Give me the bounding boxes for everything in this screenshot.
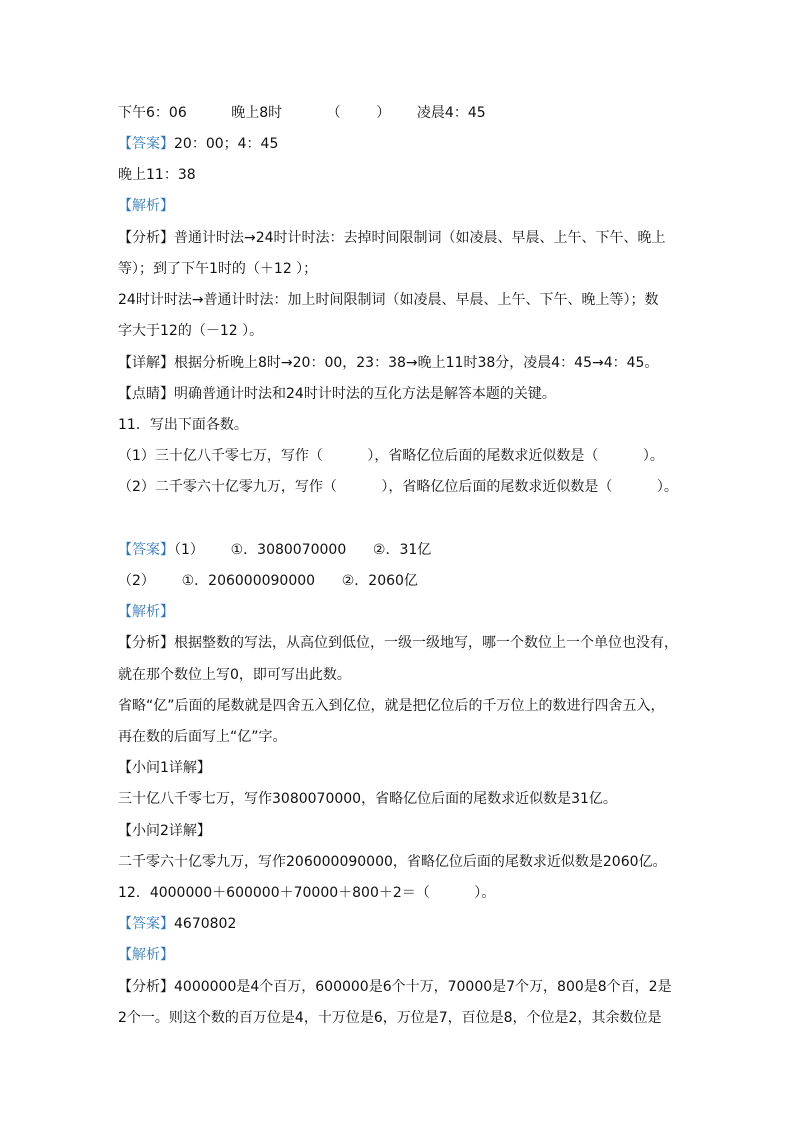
q11-sub1-detail: 三十亿八千零七万，写作3080070000，省略亿位后面的尾数求近似数是31亿。 — [118, 791, 617, 807]
q10-analysis-line: 等）；到了下午1时的（＋12 ）； — [118, 261, 318, 277]
q11-sub1-heading: 【小问1详解】 — [118, 760, 211, 776]
q11-sub2-heading: 【小问2详解】 — [118, 823, 211, 839]
answer-tag: 【答案】 — [118, 916, 174, 932]
q11-analysis-line: 就在那个数位上写0，即可写出此数。 — [118, 667, 351, 683]
q10-analysis-tag — [118, 197, 174, 215]
q12-analysis-tag — [118, 946, 174, 964]
q11-answer: 【答案】（1） ①．3080070000 ②．31亿 — [118, 542, 432, 558]
answer-tag: 【答案】 — [118, 136, 174, 152]
q10-options: 下午6：06 晚上8时 （ ） 凌晨4：45 — [118, 105, 486, 121]
q12-analysis-line: 【分析】4000000是4个百万，600000是6个十万，70000是7个万，800是8个百，2是 — [118, 979, 672, 995]
analysis-tag: 【解析】 — [118, 198, 174, 214]
q12-answer: 【答案】4670802 — [118, 916, 237, 932]
q12-analysis-line: 2个一。则这个数的百万位是4，十万位是6，万位是7，百位是8，个位是2，其余数位是 — [118, 1010, 662, 1026]
q10-analysis-line: 24时计时法→普通计时法：加上时间限制词（如凌晨、早晨、上午、下午、晚上等）；数 — [118, 292, 659, 308]
q10-analysis-line: 【分析】普通计时法→24时计时法：去掉时间限制词（如凌晨、早晨、上午、下午、晚上 — [118, 230, 666, 246]
q10-answer-cont: 晚上11：38 — [118, 167, 196, 183]
q11-answer-cont: （2） ①．206000090000 ②．2060亿 — [118, 573, 418, 589]
q11-sub2-detail: 二千零六十亿零九万，写作206000090000，省略亿位后面的尾数求近似数是2060亿。 — [118, 854, 667, 870]
q10-detail: 【详解】根据分析晚上8时→20：00，23：38→晚上11时38分，凌晨4：45→4：45。 — [118, 355, 659, 371]
q10-answer: 【答案】20：00；4：45 — [118, 136, 279, 152]
q11-title: 11．写出下面各数。 — [118, 417, 248, 433]
q11-analysis-line: 【分析】根据整数的写法，从高位到低位，一级一级地写，哪一个数位上一个单位也没有， — [118, 635, 678, 651]
q12-title: 12．4000000＋600000＋70000＋800＋2＝（ ）。 — [118, 885, 496, 901]
analysis-tag: 【解析】 — [118, 604, 174, 620]
answer-tag: 【答案】 — [118, 542, 174, 558]
q11-analysis-tag — [118, 603, 174, 621]
q11-part1: （1）三十亿八千零七万，写作（ ），省略亿位后面的尾数求近似数是（ ）。 — [118, 448, 664, 464]
analysis-tag: 【解析】 — [118, 947, 174, 963]
q10-analysis-line: 字大于12的（－12 ）。 — [118, 323, 264, 339]
q11-analysis-line: 再在数的后面写上“亿”字。 — [118, 729, 287, 745]
q10-note: 【点睛】明确普通计时法和24时计时法的互化方法是解答本题的关键。 — [118, 386, 556, 402]
q11-part2: （2）二千零六十亿零九万，写作（ ），省略亿位后面的尾数求近似数是（ ）。 — [118, 479, 678, 495]
q11-analysis-line: 省略“亿”后面的尾数就是四舍五入到亿位，就是把亿位后的千万位上的数进行四舍五入， — [118, 698, 665, 714]
